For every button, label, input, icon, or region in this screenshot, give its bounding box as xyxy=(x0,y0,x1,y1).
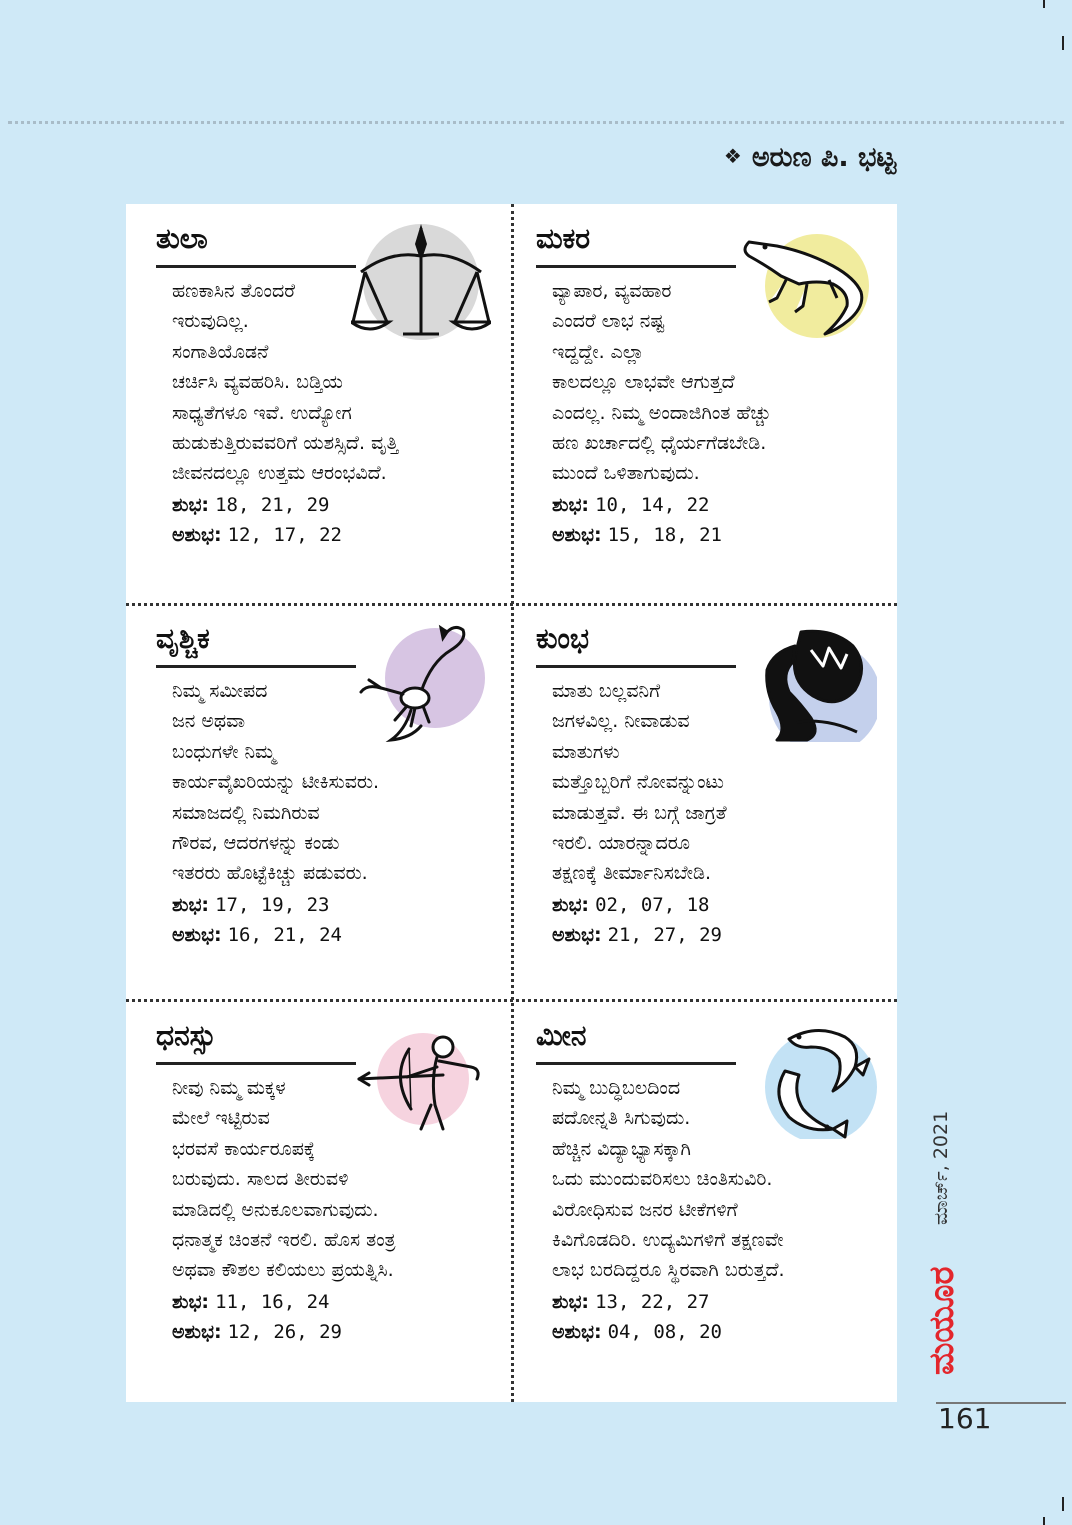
horoscope-cell-meena xyxy=(512,1001,897,1400)
title-underline xyxy=(536,665,736,668)
shubha-values: 13, 22, 27 xyxy=(595,1291,710,1313)
issue-date: ಮಾರ್ಚ್, 2021 xyxy=(930,1110,952,1225)
ashubha-values: 12, 17, 22 xyxy=(227,524,342,547)
ashubha-label: ಅಶುಭ: xyxy=(172,524,222,547)
text-line: ನೀವು ನಿಮ್ಮ ಮಕ್ಕಳ xyxy=(172,1077,286,1099)
text-line: ಕಾಲದಲ್ಲೂ ಲಾಭವೇ ಆಗುತ್ತದೆ xyxy=(552,371,735,394)
prediction-text xyxy=(172,676,502,889)
text-line: ಮಾತುಗಳು xyxy=(552,740,620,763)
shubha-values: 02, 07, 18 xyxy=(595,894,710,916)
prediction-text xyxy=(172,276,502,489)
horoscope-cell-vrischika xyxy=(126,604,511,1003)
text-line: ಮಾಡುತ್ತವೆ. ಈ ಬಗ್ಗೆ ಜಾಗ್ರತೆ xyxy=(552,801,727,824)
text-line: ನಿಮ್ಮ ಬುದ್ಧಿಬಲದಿಂದ xyxy=(552,1077,681,1099)
text-line: ಎಂದಲ್ಲ. ನಿಮ್ಮ ಅಂದಾಜಿಗಿಂತ ಹೆಚ್ಚು xyxy=(552,401,772,424)
shubha-row xyxy=(172,1287,342,1317)
ashubha-label: ಅಶುಭ: xyxy=(552,924,602,947)
shubha-label: ಶುಭ: xyxy=(552,894,590,916)
text-line: ನಿಮ್ಮ ಸಮೀಪದ xyxy=(172,680,268,702)
text-line: ಮಾತು ಬಲ್ಲವನಿಗೆ xyxy=(552,680,661,702)
title-underline xyxy=(536,1062,736,1065)
ashubha-label: ಅಶುಭ: xyxy=(552,524,602,547)
sign-title: ಮಕರ xyxy=(536,222,591,255)
horoscope-cell-kumbha xyxy=(512,604,897,1003)
text-line: ಚರ್ಚಿಸಿ ವ್ಯವಹರಿಸಿ. ಬಡ್ತಿಯ xyxy=(172,371,343,394)
diamond-bullet-icon: ❖ xyxy=(723,144,742,168)
ashubha-values: 16, 21, 24 xyxy=(227,924,342,947)
ashubha-label: ಅಶುಭ: xyxy=(172,1321,222,1344)
title-underline xyxy=(156,265,356,268)
text-line: ಒದು ಮುಂದುವರಿಸಲು ಚಿಂತಿಸುವಿರಿ. xyxy=(552,1168,773,1191)
ashubha-values: 04, 08, 20 xyxy=(607,1321,722,1344)
shubha-row xyxy=(172,890,342,920)
ashubha-row xyxy=(172,920,342,950)
shubha-label: ಶುಭ: xyxy=(172,1291,210,1313)
text-line: ಹುಡುಕುತ್ತಿರುವವರಿಗೆ ಯಶಸ್ಸಿದೆ. ವೃತ್ತಿ xyxy=(172,432,399,455)
ashubha-values: 12, 26, 29 xyxy=(227,1321,342,1344)
text-line: ಇರುವುದಿಲ್ಲ. xyxy=(172,310,249,333)
prediction-text xyxy=(552,276,882,489)
text-line: ಭರವಸೆ ಕಾರ್ಯರೂಪಕ್ಕೆ xyxy=(172,1137,316,1160)
sign-title: ಕುಂಭ xyxy=(536,622,590,655)
ashubha-row xyxy=(552,520,722,550)
shubha-values: 11, 16, 24 xyxy=(215,1291,330,1313)
text-line: ಮಾಡಿದಲ್ಲಿ ಅನುಕೂಲವಾಗುವುದು. xyxy=(172,1198,379,1221)
horoscope-panel xyxy=(126,204,897,1402)
text-line: ಹೆಚ್ಚಿನ ವಿದ್ಯಾಭ್ಯಾಸಕ್ಕಾಗಿ xyxy=(552,1137,691,1160)
title-underline xyxy=(156,1062,356,1065)
text-line: ಸಮಾಜದಲ್ಲಿ ನಿಮಗಿರುವ xyxy=(172,801,320,824)
ashubha-values: 15, 18, 21 xyxy=(607,524,722,547)
text-line: ಸಂಗಾತಿಯೊಡನೆ xyxy=(172,340,269,363)
ashubha-label: ಅಶುಭ: xyxy=(552,1321,602,1344)
text-line: ಧನಾತ್ಮಕ ಚಿಂತನೆ ಇರಲಿ. ಹೊಸ ತಂತ್ರ xyxy=(172,1229,396,1252)
text-line: ಕಾರ್ಯವೈಖರಿಯನ್ನು ಟೀಕಿಸುವರು. xyxy=(172,771,380,794)
crop-mark xyxy=(1062,1497,1064,1511)
magazine-logo: ಮಯೂರ xyxy=(922,1266,962,1375)
text-line: ವಿರೋಧಿಸುವ ಜನರ ಟೀಕೆಗಳಿಗೆ xyxy=(552,1198,738,1221)
shubha-values: 17, 19, 23 xyxy=(215,894,330,916)
shubha-label: ಶುಭ: xyxy=(552,1291,590,1313)
horoscope-cell-makara xyxy=(512,204,897,603)
ashubha-values: 21, 27, 29 xyxy=(607,924,722,947)
text-line: ಜೀವನದಲ್ಲೂ ಉತ್ತಮ ಆರಂಭವಿದೆ. xyxy=(172,462,387,485)
prediction-text xyxy=(172,1073,502,1286)
shubha-row xyxy=(172,490,342,520)
text-line: ಕಿವಿಗೊಡದಿರಿ. ಉದ್ಯಮಿಗಳಿಗೆ ತಕ್ಷಣವೇ xyxy=(552,1229,784,1252)
shubha-values: 10, 14, 22 xyxy=(595,494,710,516)
shubha-row xyxy=(552,1287,722,1317)
text-line: ಬಂಧುಗಳೇ ನಿಮ್ಮ xyxy=(172,740,276,763)
crop-mark xyxy=(1043,0,1045,8)
sign-title: ಮೀನ xyxy=(536,1019,587,1052)
lucky-numbers xyxy=(172,490,342,551)
shubha-label: ಶುಭ: xyxy=(172,894,210,916)
text-line: ವ್ಯಾಪಾರ, ವ್ಯವಹಾರ xyxy=(552,280,672,302)
text-line: ಜಗಳವಿಲ್ಲ. ನೀವಾಡುವ xyxy=(552,710,690,733)
text-line: ಬರುವುದು. ಸಾಲದ ತೀರುವಳಿ xyxy=(172,1168,349,1191)
title-underline xyxy=(536,265,736,268)
author-byline xyxy=(724,142,896,174)
sign-title: ತುಲಾ xyxy=(156,222,208,255)
lucky-numbers xyxy=(172,890,342,951)
ashubha-row xyxy=(172,520,342,550)
ashubha-row xyxy=(172,1317,342,1347)
lucky-numbers xyxy=(552,1287,722,1348)
ashubha-label: ಅಶುಭ: xyxy=(172,924,222,947)
horoscope-cell-tula xyxy=(126,204,511,603)
ashubha-row xyxy=(552,1317,722,1347)
text-line: ಇತರರು ಹೊಟ್ಟೆಕಿಚ್ಚು ಪಡುವರು. xyxy=(172,862,368,885)
text-line: ಎಂದರೆ ಲಾಭ ನಷ್ಟ xyxy=(552,310,665,333)
text-line: ಇರಲಿ. ಯಾರನ್ನಾದರೂ xyxy=(552,832,690,855)
ashubha-row xyxy=(552,920,722,950)
text-line: ಮೇಲೆ ಇಟ್ಟಿರುವ xyxy=(172,1107,270,1130)
shubha-values: 18, 21, 29 xyxy=(215,494,330,516)
text-line: ಸಾಧ್ಯತೆಗಳೂ ಇವೆ. ಉದ್ಯೋಗ xyxy=(172,401,352,424)
text-line: ಹಣಕಾಸಿನ ತೊಂದರೆ xyxy=(172,280,296,302)
text-line: ಪದೋನ್ನತಿ ಸಿಗುವುದು. xyxy=(552,1107,691,1130)
author-name: ಅರುಣ ಪಿ. ಭಟ್ಟ xyxy=(751,142,896,173)
crop-mark xyxy=(1043,1517,1045,1525)
title-underline xyxy=(156,665,356,668)
horoscope-cell-dhanassu xyxy=(126,1001,511,1400)
text-line: ಅಥವಾ ಕೌಶಲ ಕಲಿಯಲು ಪ್ರಯತ್ನಿಸಿ. xyxy=(172,1259,394,1282)
crop-mark xyxy=(1062,36,1064,50)
text-line: ಲಾಭ ಬರದಿದ್ದರೂ ಸ್ಥಿರವಾಗಿ ಬರುತ್ತದೆ. xyxy=(552,1259,785,1282)
lucky-numbers xyxy=(172,1287,342,1348)
sign-title: ಧನಸ್ಸು xyxy=(156,1019,217,1052)
prediction-text xyxy=(552,1073,882,1286)
prediction-text xyxy=(552,676,882,889)
lucky-numbers xyxy=(552,490,722,551)
top-dotted-divider xyxy=(8,121,1064,124)
shubha-row xyxy=(552,890,722,920)
shubha-row xyxy=(552,490,722,520)
lucky-numbers xyxy=(552,890,722,951)
page-number: 161 xyxy=(938,1402,992,1435)
shubha-label: ಶುಭ: xyxy=(552,494,590,516)
text-line: ಗೌರವ, ಆದರಗಳನ್ನು ಕಂಡು xyxy=(172,832,340,855)
text-line: ಜನ ಅಥವಾ xyxy=(172,710,246,733)
text-line: ತಕ್ಷಣಕ್ಕೆ ತೀರ್ಮಾನಿಸಬೇಡಿ. xyxy=(552,862,712,885)
text-line: ಮುಂದೆ ಒಳಿತಾಗುವುದು. xyxy=(552,462,700,485)
text-line: ಇದ್ದದ್ದೇ. ಎಲ್ಲಾ xyxy=(552,340,645,363)
sign-title: ವೃಶ್ಚಿಕ xyxy=(156,622,210,655)
text-line: ಹಣ ಖರ್ಚಾದಲ್ಲಿ ಧೈರ್ಯಗೆಡಬೇಡಿ. xyxy=(552,432,767,455)
text-line: ಮತ್ತೊಬ್ಬರಿಗೆ ನೋವನ್ನುಂಟು xyxy=(552,771,724,794)
shubha-label: ಶುಭ: xyxy=(172,494,210,516)
